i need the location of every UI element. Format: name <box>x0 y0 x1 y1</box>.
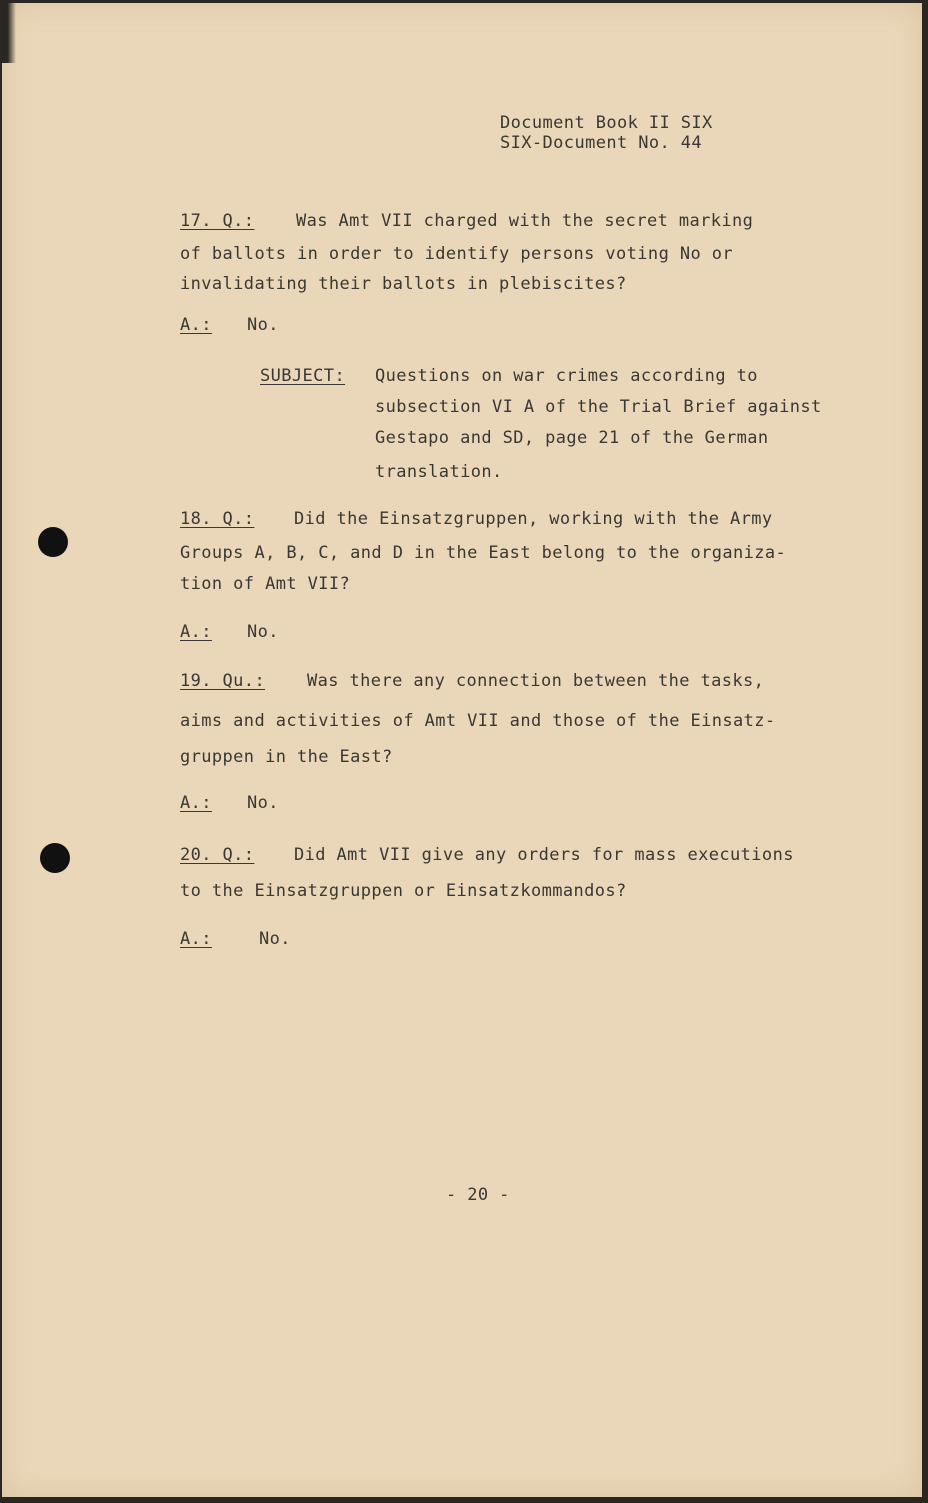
subject-label: SUBJECT: <box>260 366 346 386</box>
q20-answer-label: A.: <box>180 929 212 949</box>
q20-text-line-2: to the Einsatzgruppen or Einsatzkommandos? <box>180 881 627 901</box>
torn-corner <box>2 3 16 63</box>
q18-text-line-1: Did the Einsatzgruppen, working with the Army <box>294 509 773 529</box>
q20-text-line-1: Did Amt VII give any orders for mass executions <box>294 845 794 865</box>
q18-answer-label: A.: <box>180 622 212 642</box>
subject-line-4: translation. <box>375 462 503 482</box>
header-document-book: Document Book II SIX <box>500 113 713 133</box>
q19-text-line-2: aims and activities of Amt VII and those of the Einsatz- <box>180 711 776 731</box>
punch-hole-lower <box>40 843 70 873</box>
q17-text-line-3: invalidating their ballots in plebiscites? <box>180 274 627 294</box>
page-number: - 20 - <box>446 1185 510 1205</box>
punch-hole-upper <box>38 527 68 557</box>
q18-answer: No. <box>247 622 279 642</box>
q20-label: 20. Q.: <box>180 845 255 865</box>
header-document-number: SIX-Document No. 44 <box>500 133 703 153</box>
document-page <box>2 3 922 1497</box>
q19-answer-label: A.: <box>180 793 212 813</box>
q18-label: 18. Q.: <box>180 509 255 529</box>
q18-text-line-2: Groups A, B, C, and D in the East belong to the organiza- <box>180 543 787 563</box>
subject-line-2: subsection VI A of the Trial Brief against <box>375 397 822 417</box>
q17-answer: No. <box>247 315 279 335</box>
q17-text-line-1: Was Amt VII charged with the secret marking <box>296 211 754 231</box>
q17-text-line-2: of ballots in order to identify persons voting No or <box>180 244 734 264</box>
q19-text-line-1: Was there any connection between the tasks, <box>307 671 765 691</box>
q18-text-line-3: tion of Amt VII? <box>180 574 351 594</box>
subject-line-3: Gestapo and SD, page 21 of the German <box>375 428 769 448</box>
q17-label: 17. Q.: <box>180 211 255 231</box>
q19-label: 19. Qu.: <box>180 671 266 691</box>
subject-line-1: Questions on war crimes according to <box>375 366 758 386</box>
q20-answer: No. <box>259 929 291 949</box>
q17-answer-label: A.: <box>180 315 212 335</box>
q19-text-line-3: gruppen in the East? <box>180 747 393 767</box>
q19-answer: No. <box>247 793 279 813</box>
